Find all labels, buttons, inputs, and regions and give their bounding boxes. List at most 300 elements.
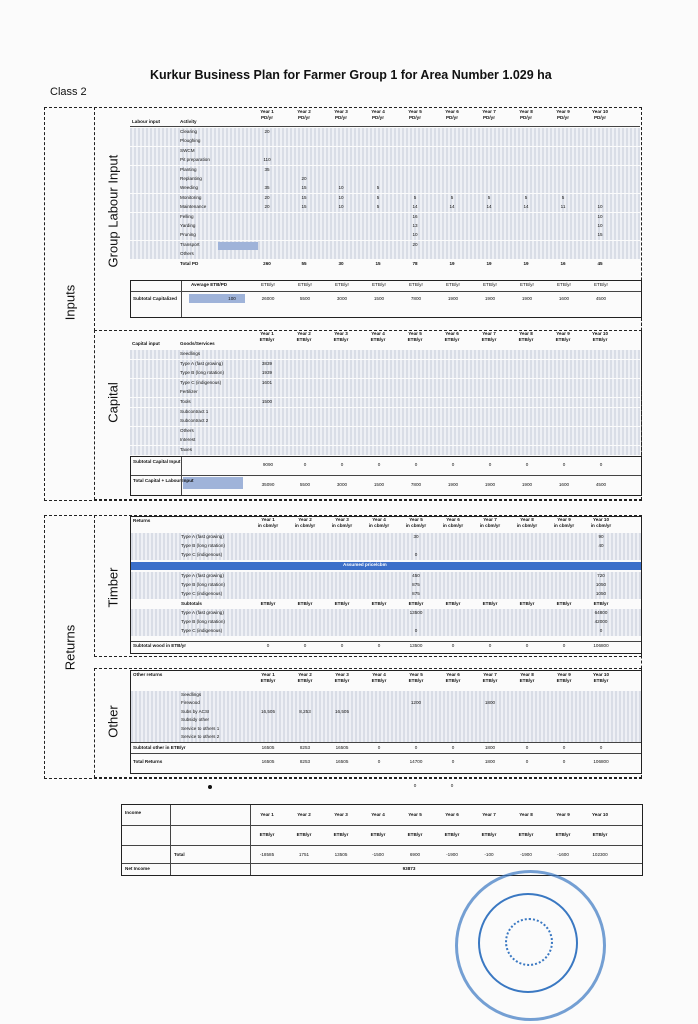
year-header: Year 9 (556, 109, 570, 114)
table-row (131, 590, 641, 599)
subtotal-value: 0 (525, 745, 529, 750)
unit-header: in cbm/yr (405, 523, 427, 528)
total-value: 1500 (373, 482, 385, 487)
unit-header: ETB/yr (481, 832, 497, 837)
unit-header: ETB/yr (333, 337, 349, 342)
income-value: 1751 (298, 852, 310, 857)
year-header: Year 6 (445, 109, 459, 114)
table-row (130, 194, 640, 203)
cell-value: 1500 (261, 399, 273, 404)
table-row (130, 388, 640, 397)
total-row (131, 758, 641, 767)
cell-value: 35 (264, 166, 270, 172)
subtotal-value: 0 (488, 462, 492, 467)
cell-value: 1800 (484, 700, 496, 706)
unit-header: ETB/yr (593, 678, 609, 683)
divider (131, 291, 641, 292)
unit-header: in cbm/yr (257, 523, 279, 528)
etb-unit: ETB/yr (297, 601, 313, 606)
year-header: Year 8 (519, 331, 533, 336)
unit-header: ETB/yr (407, 337, 423, 342)
cell-value: 5 (413, 194, 417, 200)
subtotal-wood-value: 0 (377, 643, 381, 648)
row-label: Subcontract 2 (180, 418, 209, 424)
cell-value: 10 (338, 204, 344, 210)
divider (122, 845, 642, 846)
subtotal-value: 7800 (410, 296, 422, 301)
unit-header: PD/yr (371, 115, 384, 120)
year-header: Year 2 (297, 331, 311, 336)
table-row (130, 436, 640, 445)
table-row (130, 360, 640, 369)
year-header: Year 8 (520, 517, 534, 522)
etb-unit: ETB/yr (593, 601, 609, 606)
cell-value: 42000 (594, 619, 608, 624)
table-row (131, 733, 641, 742)
unit-header: ETB/yr (260, 678, 276, 683)
unit-header: in cbm/yr (442, 523, 464, 528)
table-row (130, 137, 640, 146)
table-row (130, 260, 640, 269)
labour-label: Group Labour Input (105, 154, 121, 268)
table-row (130, 446, 640, 455)
year-header: Year 7 (482, 812, 496, 817)
cell-value: 15 (301, 204, 307, 210)
income-table (121, 804, 641, 876)
row-label: Service to others 1 (181, 725, 220, 731)
row-label: Type C (indigenous) (181, 591, 223, 596)
year-header: Year 1 (261, 517, 275, 522)
etb-unit: ETB/yr (371, 601, 387, 606)
cell-value: 1601 (261, 379, 273, 385)
income-value: -1500 (372, 852, 384, 857)
subtotal-value: 0 (414, 462, 418, 467)
col-label: Labour input (132, 119, 161, 124)
divider (122, 825, 642, 826)
unit-header: ETB/yr (407, 832, 423, 837)
row-label: Monitoring (180, 194, 202, 200)
subtotal-value: 16505 (335, 745, 349, 750)
total-value: 0 (562, 759, 566, 764)
income-total-label: Total (174, 852, 185, 857)
cell-value: 20 (264, 129, 270, 134)
cell-value: 10 (412, 232, 418, 238)
cell-value: 5 (376, 185, 380, 191)
row-label: Type C (indigenous) (180, 379, 222, 385)
row-label: Total PD (180, 260, 199, 266)
year-header: Year 9 (557, 672, 571, 677)
subtotal-value: 8253 (299, 745, 311, 750)
cell-value: 875 (412, 582, 420, 587)
unit-header: in cbm/yr (479, 523, 501, 528)
table-row (131, 609, 641, 618)
year-header: Year 5 (408, 812, 422, 817)
cell-value: 78 (412, 260, 418, 266)
subtotal-value: 5500 (299, 296, 311, 301)
unit-header: PD/yr (482, 115, 495, 120)
year-header: Year 5 (408, 331, 422, 336)
unit-header: ETB/yr (444, 337, 460, 342)
total-value: 8253 (299, 759, 311, 764)
subtotal-value: 0 (525, 462, 529, 467)
year-header: Year 3 (335, 672, 349, 677)
subtotal-wood-value: 13500 (409, 643, 423, 648)
year-header: Year 3 (334, 109, 348, 114)
unit-header: PD/yr (408, 115, 421, 120)
etb-unit: ETB/yr (482, 601, 498, 606)
subtotal-value: 3000 (336, 296, 348, 301)
cell-value: 30 (338, 260, 344, 266)
year-header: Year 7 (483, 672, 497, 677)
cell-value: 0 (414, 628, 418, 633)
cell-value: 16 (412, 213, 418, 219)
row-label: Type A (fast growing) (181, 573, 224, 578)
row-label: Replanting (180, 176, 202, 181)
year-header: Year 10 (591, 109, 609, 114)
subtotal-value: 1500 (373, 296, 385, 301)
cell-value: 40 (598, 543, 604, 548)
year-header: Year 10 (591, 812, 609, 817)
cell-value: 20 (264, 204, 270, 210)
cell-value: 5 (376, 204, 380, 210)
row-label: Pruning (180, 232, 196, 238)
net-income-value: 93873 (402, 866, 416, 871)
row-label: Taxes (180, 447, 192, 452)
timber-box (130, 516, 642, 654)
cell-value: 1939 (261, 370, 273, 376)
subtotal-value: 16505 (261, 745, 275, 750)
year-header: Year 4 (371, 331, 385, 336)
cell-value: 45 (597, 260, 603, 266)
unit-header: ETB/yr (592, 337, 608, 342)
subtotal-wood-value: 106800 (593, 643, 609, 648)
unit-header: in cbm/yr (331, 523, 353, 528)
stamp-emblem (505, 918, 553, 966)
year-header: Year 1 (260, 331, 274, 336)
row-label: Others (180, 251, 194, 257)
unit-header: PD/yr (556, 115, 569, 120)
subtotal-value: 0 (303, 462, 307, 467)
income-value: -1600 (557, 852, 569, 857)
income-value: 13505 (334, 852, 348, 857)
cell-value: 15 (301, 185, 307, 191)
subtotal-first: 100 (228, 296, 236, 301)
year-header: Year 2 (298, 517, 312, 522)
year-header: Year 2 (298, 672, 312, 677)
etb-unit: ETB/yr (519, 282, 535, 287)
avg-label: Average ETB/PD (191, 282, 228, 287)
unit-header: in cbm/yr (368, 523, 390, 528)
cell-value: 1050 (595, 582, 607, 587)
cell-value: 1050 (595, 591, 607, 596)
subtotal-wood-value: 0 (451, 643, 455, 648)
cell-value: 14 (449, 204, 455, 210)
cell-value: 20 (412, 241, 418, 247)
cell-value: 13 (412, 223, 418, 228)
table-row (130, 408, 640, 417)
total-value: 1600 (558, 482, 570, 487)
unit-header: PD/yr (519, 115, 532, 120)
unit-header: ETB/yr (370, 337, 386, 342)
row-label: Firewood (181, 700, 200, 706)
year-header: Year 9 (556, 331, 570, 336)
year-header: Year 3 (335, 517, 349, 522)
subtotal-value: 0 (414, 745, 418, 750)
row-label: Pit preparation (180, 157, 210, 163)
divider (131, 475, 641, 476)
year-header: Year 2 (297, 812, 311, 817)
cell-value: 3839 (261, 360, 273, 366)
subtotal-value: 1900 (484, 296, 496, 301)
divider (122, 863, 642, 864)
year-header: Year 8 (519, 109, 533, 114)
subtotals-row (131, 600, 641, 609)
table-row (130, 379, 640, 388)
total-value: 1800 (484, 759, 496, 764)
row-label: Type A (fast growing) (180, 360, 223, 366)
cell-value: 0 (599, 628, 603, 633)
cell-value: 20 (301, 176, 307, 181)
etb-unit: ETB/yr (556, 282, 572, 287)
cell-value: 15 (301, 194, 307, 200)
income-value: -100 (484, 852, 494, 857)
unit-header: in cbm/yr (294, 523, 316, 528)
unit-header: ETB/yr (519, 678, 535, 683)
year-header: Year 10 (592, 517, 610, 522)
year-header: Year 3 (334, 812, 348, 817)
table-row (130, 166, 640, 175)
table-row (131, 572, 641, 581)
total-value: 14700 (409, 759, 423, 764)
subtotal-value: 0 (340, 462, 344, 467)
subtotal-label: Subtotal Capitalized (133, 296, 177, 301)
subtotal-wood-row (131, 642, 641, 651)
total-value: 0 (525, 759, 529, 764)
etb-unit: ETB/yr (260, 601, 276, 606)
year-header: Year 10 (591, 331, 609, 336)
subtotal-wood-value: 0 (525, 643, 529, 648)
divider (131, 753, 641, 754)
row-label: Type B (long rotation) (181, 543, 225, 548)
subtotal-value: 1800 (484, 745, 496, 750)
subtotal-value: 0 (562, 462, 566, 467)
inputs-label: Inputs (62, 284, 78, 321)
total-value: 3000 (336, 482, 348, 487)
cell-value: 19 (449, 260, 455, 266)
year-header: Year 7 (483, 517, 497, 522)
unit-header: ETB/yr (334, 678, 350, 683)
subtotal-wood-value: 0 (266, 643, 270, 648)
table-row (130, 350, 640, 359)
cell-value: 14 (486, 204, 492, 210)
row-label: Subs by ACSI (181, 708, 210, 714)
total-value: 0 (377, 759, 381, 764)
other-label: Other returns (133, 672, 163, 677)
subtotal-wood-value: 0 (340, 643, 344, 648)
cell-value: 19 (523, 260, 529, 266)
etb-unit: ETB/yr (556, 601, 572, 606)
subtotal-wood-value: 0 (488, 643, 492, 648)
subtotal-box (130, 280, 642, 318)
cell-value: 16 (560, 260, 566, 266)
etb-unit: ETB/yr (408, 601, 424, 606)
year-header: Year 1 (261, 672, 275, 677)
year-header: Year 8 (519, 812, 533, 817)
income-value: 102300 (592, 852, 608, 857)
etb-unit: ETB/yr (260, 282, 276, 287)
total-label: Total Capital + Labour Input (133, 478, 194, 483)
goods-label: Goods/Services (180, 341, 215, 346)
table-row (130, 231, 640, 240)
table-row (130, 147, 640, 156)
etb-unit: ETB/yr (334, 601, 350, 606)
row-label: Type A (fast growing) (181, 610, 224, 615)
year-header: Year 7 (482, 109, 496, 114)
unit-header: ETB/yr (482, 678, 498, 683)
row-label: Seedlings (181, 692, 202, 697)
unit-header: PD/yr (297, 115, 310, 120)
year-header: Year 3 (334, 331, 348, 336)
cell-value: 19 (486, 260, 492, 266)
cell-value: 15 (597, 232, 603, 238)
divider (250, 805, 251, 875)
total-label: Total Returns (133, 759, 163, 764)
year-header: Year 2 (297, 109, 311, 114)
row-label: Felling (180, 213, 194, 219)
unit-header: ETB/yr (296, 337, 312, 342)
row-label: Transport (180, 241, 200, 247)
income-total-row (122, 851, 642, 860)
year-header: Year 6 (446, 672, 460, 677)
unit-header: ETB/yr (297, 678, 313, 683)
subtotal-value: 1600 (558, 296, 570, 301)
subtotal-label: Subtotal other in ETB/yr (133, 745, 186, 750)
net-income-label: Net Income (125, 866, 150, 871)
year-header: Year 6 (445, 812, 459, 817)
cell-value: 5 (524, 194, 528, 200)
cell-value: 450 (412, 573, 420, 578)
capital-table (130, 332, 640, 497)
subtotal-wood-value: 0 (562, 643, 566, 648)
etb-unit: ETB/yr (593, 282, 609, 287)
unit-header: ETB/yr (555, 337, 571, 342)
table-row (131, 618, 641, 627)
total-value: 106800 (593, 759, 609, 764)
price-label: Assumed price/cbm (343, 562, 387, 567)
subtotal-value: 0 (562, 745, 566, 750)
etb-unit: ETB/yr (371, 282, 387, 287)
unit-header: ETB/yr (555, 832, 571, 837)
unit-header: in cbm/yr (590, 523, 612, 528)
col-label: Capital input (132, 341, 160, 346)
cell-value: 15 (375, 260, 381, 266)
year-header: Year 6 (445, 331, 459, 336)
subtotal-value: 0 (451, 462, 455, 467)
year-header: Year 9 (556, 812, 570, 817)
transport-fill (218, 242, 258, 250)
cell-value: 10 (338, 185, 344, 191)
total-value: 7800 (410, 482, 422, 487)
income-box (121, 804, 643, 876)
income-label: Income (125, 810, 142, 815)
year-header: Year 4 (371, 812, 385, 817)
unit-header: ETB/yr (592, 832, 608, 837)
unit-header: in cbm/yr (553, 523, 575, 528)
unit-header: ETB/yr (333, 832, 349, 837)
page-title: Kurkur Business Plan for Farmer Group 1 for Area Number 1.029 ha (150, 68, 552, 82)
unit-header: ETB/yr (370, 832, 386, 837)
total-value: 1900 (447, 482, 459, 487)
unit-header: ETB/yr (481, 337, 497, 342)
row-label: Tools (180, 399, 191, 404)
unit-header: ETB/yr (445, 678, 461, 683)
cell-value: 10 (597, 223, 603, 228)
divider (131, 742, 641, 743)
year-header: Year 4 (372, 517, 386, 522)
row-label: Subsidy other (181, 717, 210, 723)
row-label: Interest (180, 437, 196, 443)
cell-value: 5 (561, 194, 565, 200)
table-row (130, 369, 640, 378)
unit-header: ETB/yr (296, 832, 312, 837)
table-row (130, 213, 640, 222)
subtotal-wood-label: Subtotal wood in ETB/yr (133, 643, 187, 648)
table-row (130, 128, 640, 137)
cell-value: 10 (338, 194, 344, 200)
table-row (130, 184, 640, 193)
row-label: SWCM (180, 147, 195, 153)
table-row (130, 222, 640, 231)
unit-header: ETB/yr (259, 337, 275, 342)
subtotal-value: 4500 (595, 296, 607, 301)
income-value: -1900 (520, 852, 532, 857)
ink-dot (208, 785, 212, 789)
cell-value: 64800 (594, 610, 608, 615)
cell-value: 20 (264, 194, 270, 200)
year-header: Year 5 (408, 109, 422, 114)
table-row (130, 156, 640, 165)
capital-subtotal-box (130, 456, 642, 496)
year-header: Year 5 (409, 517, 423, 522)
extra-zero: 0 (413, 783, 417, 788)
class-label: Class 2 (50, 86, 87, 98)
cell-value: 10 (597, 204, 603, 210)
returns-label: Returns (133, 518, 151, 523)
cell-value: 0 (414, 552, 418, 557)
unit-header: ETB/yr (518, 337, 534, 342)
etb-unit: ETB/yr (297, 282, 313, 287)
subtotal-value: 0 (377, 745, 381, 750)
total-value: 35090 (261, 482, 275, 487)
divider (130, 126, 640, 127)
cell-value: 110 (263, 157, 271, 163)
total-value: 1900 (484, 482, 496, 487)
cell-value: 11 (560, 204, 566, 210)
timber-table (130, 516, 640, 654)
cell-value: 16,505 (334, 708, 350, 714)
cell-value: 5 (450, 194, 454, 200)
divider (170, 805, 171, 875)
cell-value: 10 (597, 213, 603, 219)
etb-unit: ETB/yr (334, 282, 350, 287)
other-table (130, 670, 640, 788)
row-label: Fertilizer (180, 389, 198, 395)
income-value: -18585 (259, 852, 275, 857)
cell-value: 13500 (409, 610, 423, 615)
row-label: Type B (long rotation) (181, 582, 225, 587)
row-label: Weeding (180, 185, 199, 191)
subtotal-row (131, 744, 641, 753)
